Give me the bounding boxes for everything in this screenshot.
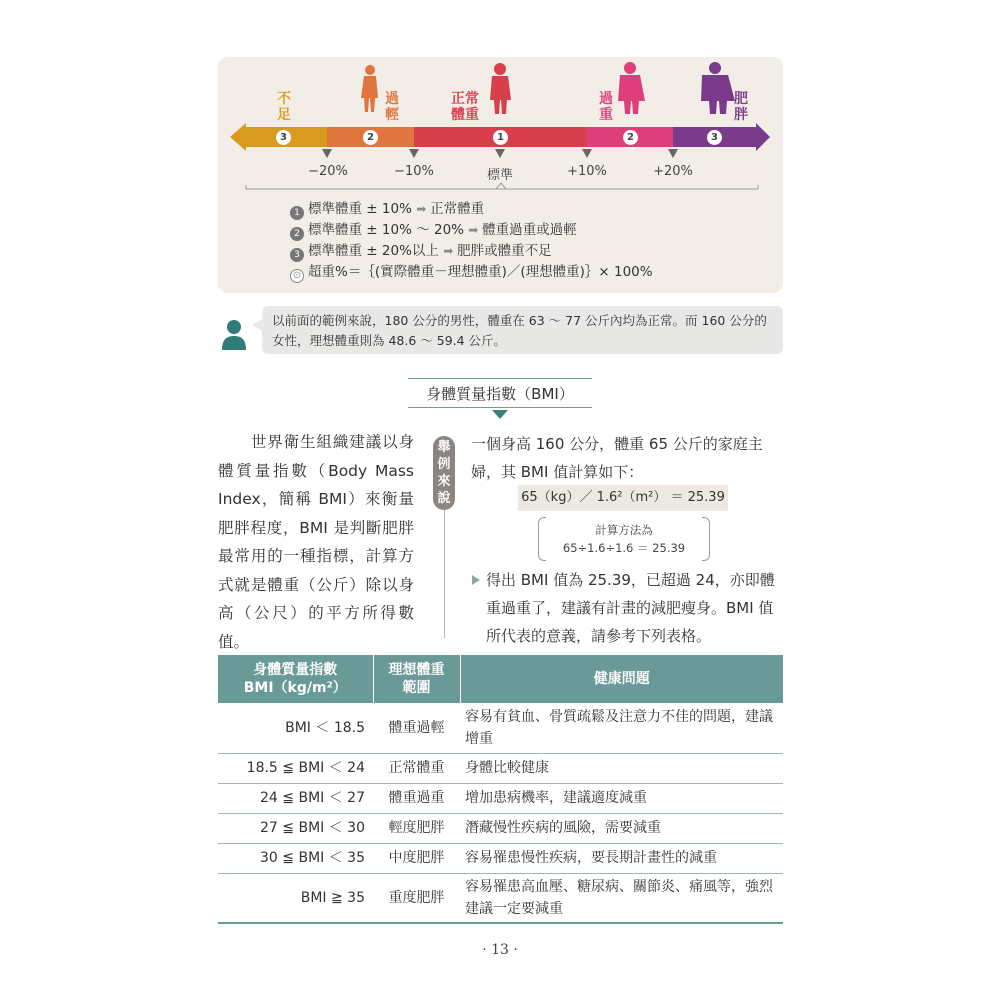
example-badge-text: 舉例來說 (437, 440, 451, 506)
legend-marker: 1 (290, 206, 304, 220)
cell-range: 體重過輕 (373, 703, 460, 753)
header-range: 理想體重 範圍 (373, 655, 460, 703)
cell-issue: 容易有貧血、骨質疏鬆及注意力不佳的問題，建議增重 (460, 703, 783, 753)
legend-item-3 (290, 241, 552, 261)
cell-issue: 容易罹患慢性疾病，要長期計畫性的減重 (460, 843, 783, 873)
cell-issue: 身體比較健康 (460, 753, 783, 783)
example-note: 以前面的範例來說，180 公分的男性，體重在 63 ～ 77 公斤內均為正常。而 160 公分的女性，理想體重則為 48.6 ～ 59.4 公斤。 (262, 306, 783, 354)
table-row (218, 753, 783, 783)
legend-result: 正常體重 (430, 201, 485, 217)
tick-marker (322, 149, 332, 158)
table-row (218, 873, 783, 923)
example-badge (433, 436, 455, 510)
seg-num-obese: 3 (707, 130, 722, 145)
cell-issue: 容易罹患高血壓、糖尿病、關節炎、痛風等，強烈建議一定要減重 (460, 873, 783, 923)
method-title: 計算方法為 (595, 523, 653, 537)
table-row (218, 813, 783, 843)
seg-label-underweight: 不 足 (277, 91, 291, 123)
legend-marker: 2 (290, 227, 304, 241)
tick-label-minus10: −10% (394, 164, 434, 179)
seg-label-over: 過 重 (599, 91, 613, 123)
cell-bmi: BMI ≧ 35 (218, 873, 373, 923)
figure-normal-icon (490, 63, 511, 114)
seg-label-light: 過 輕 (385, 91, 399, 123)
right-arrow-icon: ➡ (468, 223, 483, 237)
cell-bmi: 30 ≦ BMI ＜ 35 (218, 843, 373, 873)
legend-item-formula (290, 262, 653, 282)
legend-item-1 (290, 199, 484, 219)
legend-marker: 3 (290, 248, 304, 262)
figure-overweight-icon (618, 62, 645, 114)
seg-num-underweight: 3 (276, 130, 291, 145)
legend-result: 肥胖或體重不足 (457, 243, 552, 259)
scale-arrow-right (756, 123, 770, 151)
header-health: 健康問題 (460, 655, 783, 703)
table-row (218, 703, 783, 753)
scale-brace (246, 185, 758, 189)
tick-label-minus20: −20% (308, 164, 348, 179)
table-header-row (218, 655, 783, 703)
example-divider (444, 510, 445, 638)
legend-text: 標準體重 ± 10% ～ 20% (308, 222, 464, 238)
calculation-method (538, 517, 710, 561)
cell-bmi: 27 ≦ BMI ＜ 30 (218, 813, 373, 843)
seg-label-normal: 正常 體重 (451, 91, 479, 123)
cell-range: 重度肥胖 (373, 873, 460, 923)
section-title: 身體質量指數（BMI） (408, 378, 592, 408)
table-row (218, 783, 783, 813)
legend-text: 標準體重 ± 10% (308, 201, 412, 217)
table-row (218, 843, 783, 873)
tick-label-plus10: +10% (567, 164, 607, 179)
method-calc: 65÷1.6÷1.6 ＝ 25.39 (562, 541, 686, 555)
legend-item-2 (290, 220, 577, 240)
left-brace (538, 517, 546, 561)
bmi-table (218, 655, 783, 924)
page-number: · 13 · (482, 942, 518, 958)
bmi-intro-paragraph: 世界衛生組織建議以身體質量指數（Body Mass Index，簡稱 BMI）來衡量肥胖程度，BMI 是判斷肥胖最常用的一種指標，計算方式就是體重（公斤）除以身高（公尺）的平方所得數值。 (218, 433, 414, 651)
right-arrow-icon: ➡ (443, 244, 458, 258)
right-brace (702, 517, 710, 561)
figure-thin-icon (361, 65, 378, 112)
bmi-formula: 65（kg）／ 1.6²（m²） ＝ 25.39 (518, 485, 728, 511)
user-avatar-icon (221, 318, 247, 350)
cell-range: 正常體重 (373, 753, 460, 783)
right-arrow-icon: ➡ (416, 202, 431, 216)
example-conclusion (472, 566, 786, 650)
cell-bmi: 18.5 ≦ BMI ＜ 24 (218, 753, 373, 783)
tick-label-standard: 標準 (486, 168, 513, 183)
cell-bmi: BMI ＜ 18.5 (218, 703, 373, 753)
legend-text: 超重%＝｛(實際體重－理想體重)／(理想體重)｝× 100% (308, 264, 653, 280)
example-conclusion-text: 得出 BMI 值為 25.39，已超過 24，亦即體重過重了，建議有計畫的減肥瘦身。BMI 值所代表的意義，請參考下列表格。 (486, 571, 775, 645)
cell-issue: 潛藏慢性疾病的風險，需要減重 (460, 813, 783, 843)
seg-label-obese: 肥 胖 (734, 91, 748, 123)
tick-marker (582, 149, 592, 158)
cell-range: 體重過重 (373, 783, 460, 813)
cell-bmi: 24 ≦ BMI ＜ 27 (218, 783, 373, 813)
tick-label-plus20: +20% (653, 164, 693, 179)
weight-scale-panel (218, 57, 783, 293)
scale-brace-tip (496, 183, 506, 189)
cell-issue: 增加患病機率，建議適度減重 (460, 783, 783, 813)
seg-num-normal: 1 (493, 130, 508, 145)
seg-num-over: 2 (623, 130, 638, 145)
example-intro: 一個身高 160 公分，體重 65 公斤的家庭主婦，其 BMI 值計算如下： (471, 435, 763, 481)
figure-obese-icon (701, 62, 735, 114)
cell-range: 中度肥胖 (373, 843, 460, 873)
title-pointer-icon (492, 410, 508, 419)
cell-range: 輕度肥胖 (373, 813, 460, 843)
scale-arrow-left (230, 123, 246, 151)
tick-marker (668, 149, 678, 158)
header-bmi: 身體質量指數 BMI（kg/m²） (218, 655, 373, 703)
seg-num-light: 2 (363, 130, 378, 145)
legend-marker: ⊙ (290, 269, 304, 283)
legend-text: 標準體重 ± 20%以上 (308, 243, 439, 259)
tick-marker (409, 149, 419, 158)
legend-result: 體重過重或過輕 (482, 222, 577, 238)
tick-marker (495, 149, 505, 158)
